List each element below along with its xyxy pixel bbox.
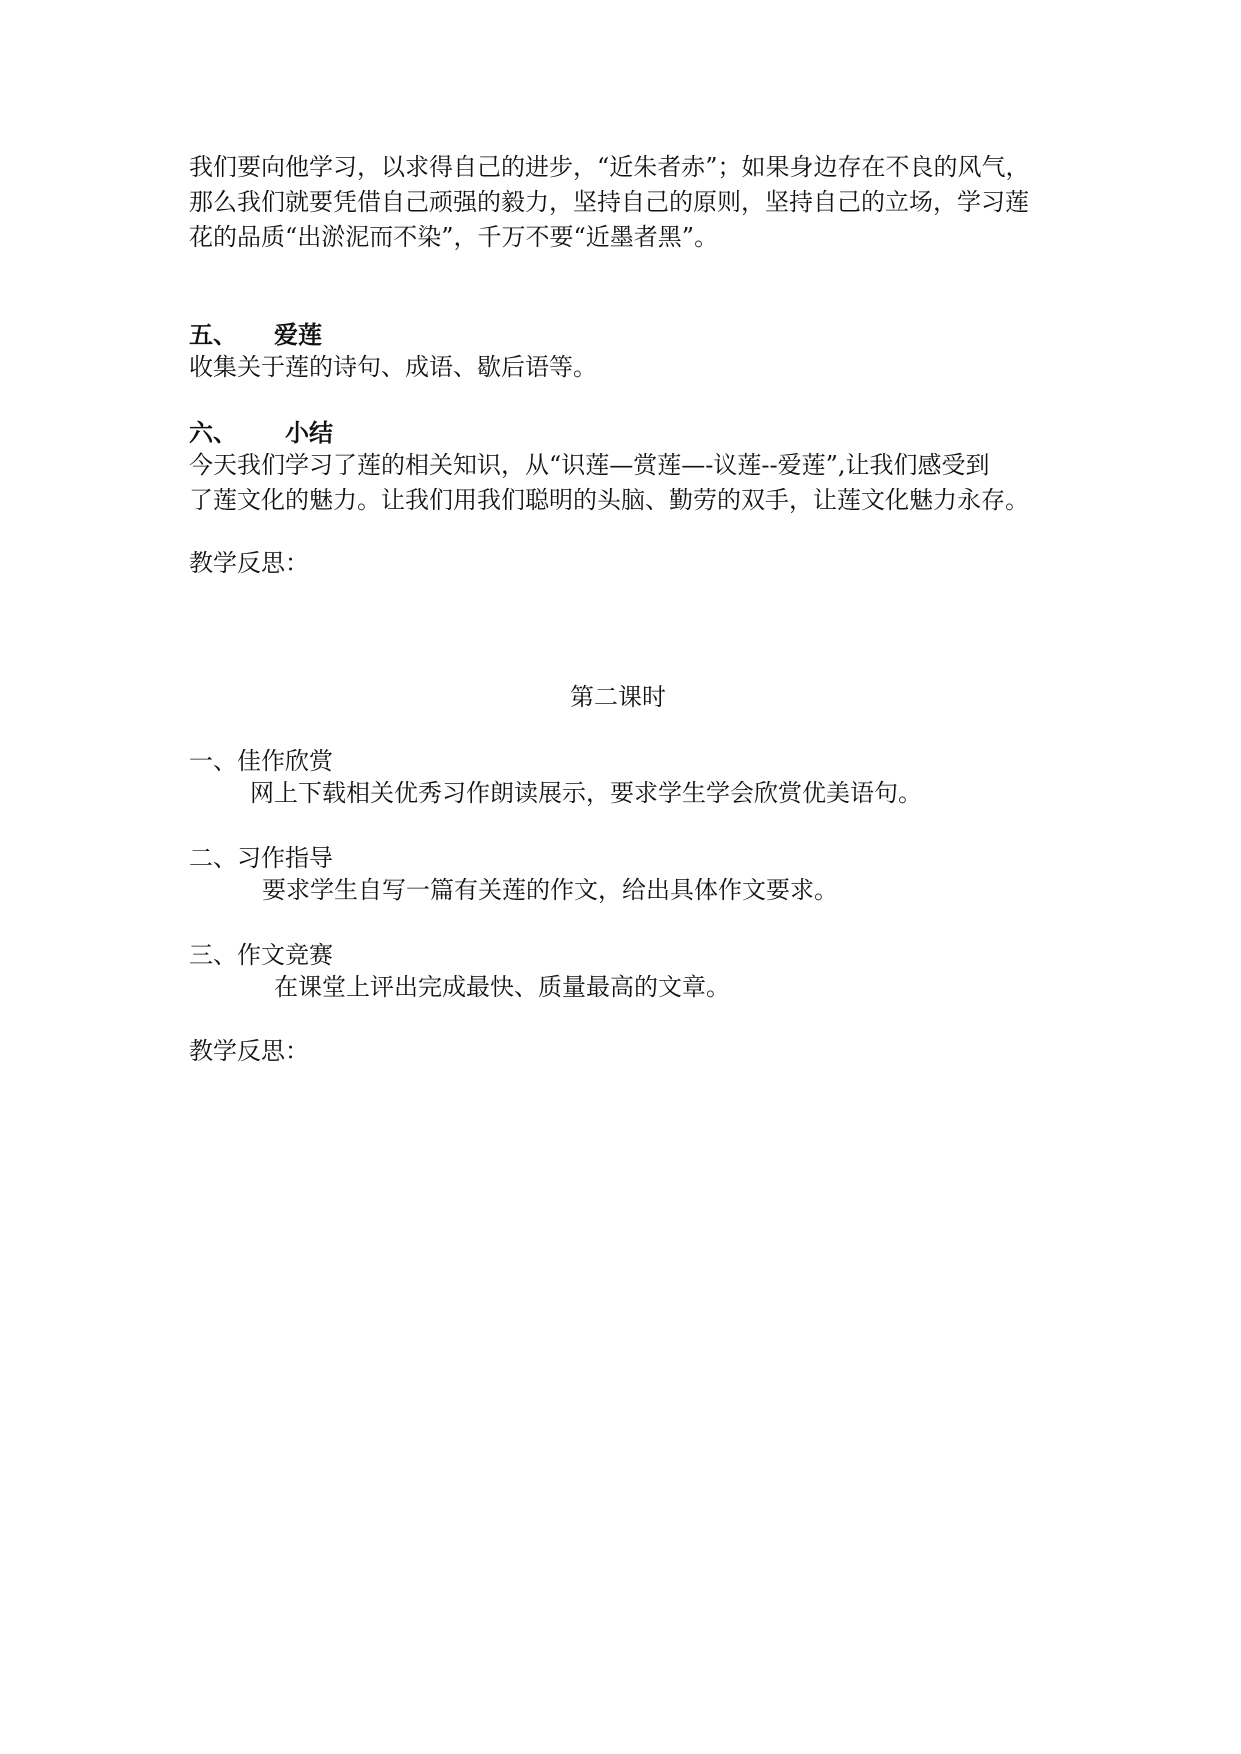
section-title: 小结 xyxy=(285,419,333,447)
section-six-body xyxy=(189,448,1069,518)
item-body: 在课堂上评出完成最快、质量最高的文章。 xyxy=(274,973,730,1001)
teaching-reflection-label: 教学反思： xyxy=(189,549,309,577)
section-number: 六、 xyxy=(189,419,237,447)
section-five-heading xyxy=(189,320,322,350)
item-heading: 三、作文竞赛 xyxy=(189,941,333,969)
section-number: 五、 xyxy=(189,321,237,349)
item-heading: 二、习作指导 xyxy=(189,844,333,872)
lesson-two-title: 第二课时 xyxy=(570,683,666,711)
teaching-reflection-label: 教学反思： xyxy=(189,1037,309,1065)
item-heading: 一、佳作欣赏 xyxy=(189,747,333,775)
paragraph-line: 那么我们就要凭借自己顽强的毅力，坚持自己的原则，坚持自己的立场，学习莲 xyxy=(189,188,1029,216)
paragraph-line: 花的品质“出淤泥而不染”，千万不要“近墨者黑”。 xyxy=(189,223,719,251)
item-body: 网上下载相关优秀习作朗读展示，要求学生学会欣赏优美语句。 xyxy=(250,779,922,807)
paragraph-line: 了莲文化的魅力。让我们用我们聪明的头脑、勤劳的双手，让莲文化魅力永存。 xyxy=(189,486,1029,514)
intro-paragraph xyxy=(189,150,1069,255)
section-six-heading xyxy=(189,418,333,448)
paragraph-line: 今天我们学习了莲的相关知识，从“识莲—赏莲—-议莲--爱莲”,让我们感受到 xyxy=(189,451,990,479)
section-five-body: 收集关于莲的诗句、成语、歇后语等。 xyxy=(189,353,597,381)
item-body: 要求学生自写一篇有关莲的作文，给出具体作文要求。 xyxy=(262,876,838,904)
paragraph-line: 我们要向他学习，以求得自己的进步，“近朱者赤”；如果身边存在不良的风气， xyxy=(189,153,1030,181)
section-title: 爱莲 xyxy=(274,321,322,349)
